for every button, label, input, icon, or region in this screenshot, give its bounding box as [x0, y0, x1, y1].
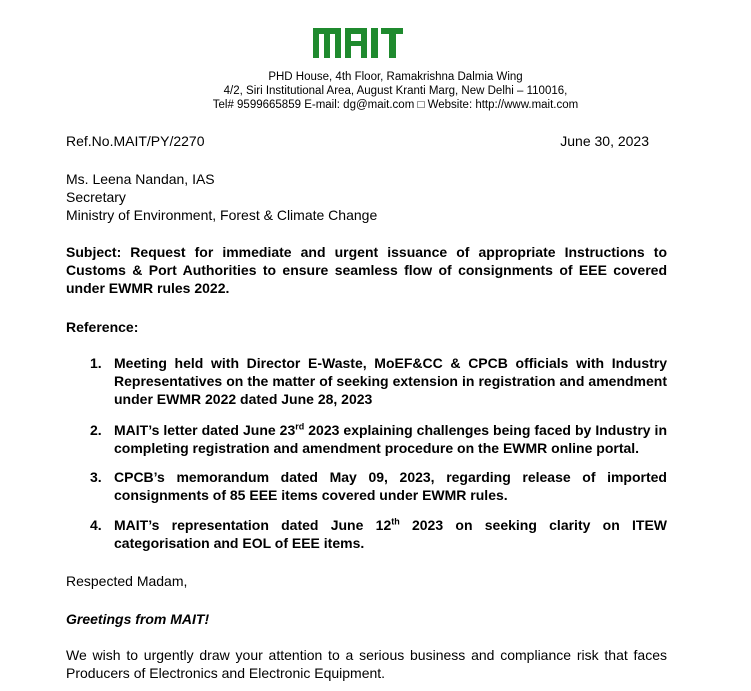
reference-number-label: 1. — [90, 355, 102, 371]
recipient-block — [66, 170, 377, 224]
greeting: Greetings from MAIT! — [66, 611, 210, 627]
reference-item-2 — [66, 421, 667, 457]
reference-sup: rd — [295, 421, 305, 432]
recipient-title: Secretary — [66, 189, 126, 205]
recipient-ministry: Ministry of Environment, Forest & Climate Change — [66, 207, 378, 223]
contact-line: Tel# 9599665859 E-mail: dg@mait.com □ Website: http://www.mait.com — [212, 99, 579, 111]
reference-number-label: 4. — [90, 517, 102, 533]
reference-item-3 — [66, 468, 667, 504]
reference-number: Ref.No.MAIT/PY/2270 — [66, 133, 205, 149]
subject-line: Subject: Request for immediate and urgent issuance of appropriate Instructions to Customs & Port Authorities to ensure seamless flow of consignments of EEE covered under EWMR rules 2022. — [66, 244, 667, 296]
address-line-2: 4/2, Siri Institutional Area, August Kranti Marg, New Delhi – 110016, — [223, 85, 568, 97]
reference-text-tail: 2023 explaining challenges being faced by Industry in completing registration and amendment procedure on the EWMR online portal. — [114, 422, 668, 456]
reference-item-4 — [66, 516, 667, 552]
reference-item-1 — [66, 354, 667, 408]
reference-number-label: 3. — [90, 469, 102, 485]
reference-text: Meeting held with Director E-Waste, MoEF&CC & CPCB officials with Industry Representatives on the matter of seeking extension in registration and amendment under EWMR 2022 dated June 28, 2023 — [114, 355, 667, 407]
letter-date: June 30, 2023 — [560, 133, 649, 149]
salutation: Respected Madam, — [66, 573, 188, 589]
reference-text: MAIT’s representation dated June 12 — [114, 517, 392, 533]
reference-text: CPCB’s memorandum dated May 09, 2023, regarding release of imported consignments of 85 EEE items covered under EWMR rules. — [114, 469, 667, 503]
mait-logo-mark — [313, 22, 403, 64]
body-paragraph: We wish to urgently draw your attention to a serious business and compliance risk that faces Producers of Electronics and Electronic Equipment. — [66, 647, 667, 681]
reference-number-label: 2. — [90, 422, 102, 438]
mait-logo — [313, 22, 403, 64]
recipient-name: Ms. Leena Nandan, IAS — [66, 171, 215, 187]
reference-text-tail: 2023 on seeking clarity on ITEW categorisation and EOL of EEE items. — [114, 517, 667, 551]
reference-text: MAIT’s letter dated June 23 — [114, 422, 296, 438]
reference-sup: th — [391, 516, 400, 527]
reference-heading: Reference: — [66, 319, 139, 335]
address-line-1: PHD House, 4th Floor, Ramakrishna Dalmia Wing — [268, 71, 523, 83]
